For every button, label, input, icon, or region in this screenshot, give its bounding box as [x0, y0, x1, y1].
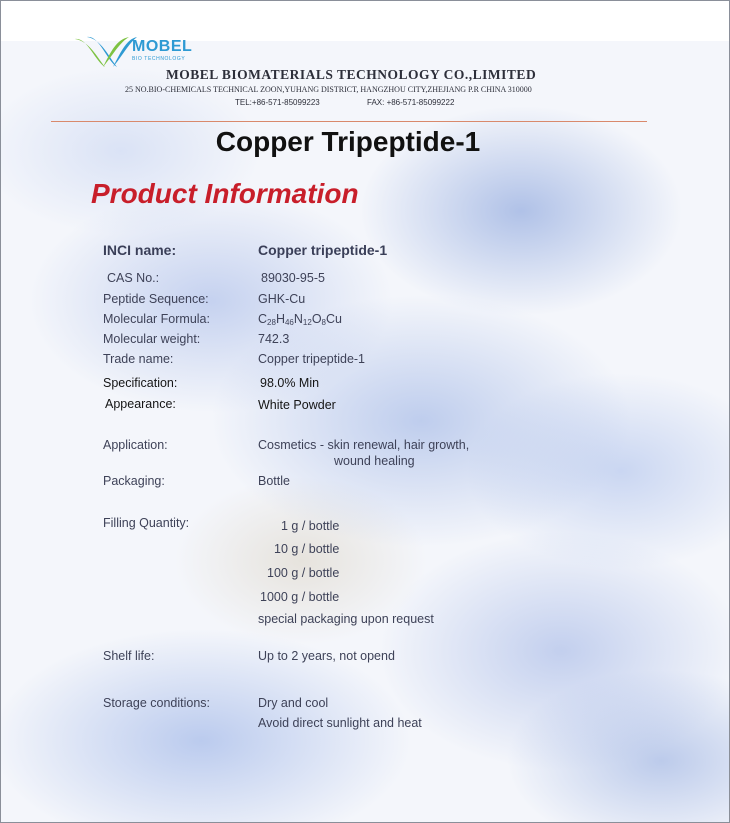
inci-label: INCI name:: [103, 242, 177, 258]
formula-h-count: 46: [284, 318, 294, 327]
formula-label: Molecular Formula:: [103, 312, 210, 326]
packaging-value: Bottle: [258, 474, 290, 488]
company-tel: TEL:+86-571-85099223: [235, 98, 320, 107]
document-title: Copper Tripeptide-1: [215, 126, 481, 157]
header-divider: [51, 121, 647, 122]
cas-label: CAS No.:: [107, 271, 160, 285]
weight-value: 742.3: [258, 332, 290, 346]
formula-c-count: 28: [267, 318, 276, 327]
application-label: Application:: [103, 438, 168, 452]
shelf-value: Up to 2 years, not opend: [258, 649, 395, 663]
appearance-label: Appearance:: [105, 397, 176, 411]
trade-label: Trade name:: [103, 352, 174, 366]
logo-swoosh-green: [75, 39, 105, 67]
company-address: 25 NO.BIO-CHEMICALS TECHNICAL ZOON,YUHANG DISTRICT, HANGZHOU CITY,ZHEJIANG P.R CHINA 310000: [125, 85, 532, 94]
company-fax: FAX: +86-571-85099222: [367, 98, 455, 107]
application-line2: wound healing: [334, 454, 415, 468]
logo-text: MOBEL: [132, 38, 193, 55]
packaging-label: Packaging:: [103, 474, 165, 488]
filling-option-1: 1 g / bottle: [281, 519, 340, 533]
formula-o-count: 8: [321, 318, 326, 327]
filling-note: special packaging upon request: [258, 612, 434, 626]
spec-label: Specification:: [103, 376, 178, 390]
logo-subtext: BIO TECHNOLOGY: [132, 56, 186, 62]
spec-value: 98.0% Min: [260, 376, 320, 390]
application-line1: Cosmetics - skin renewal, hair growth,: [258, 438, 470, 452]
formula-value: [258, 312, 342, 327]
formula-c: C: [258, 312, 268, 326]
formula-h: H: [275, 312, 285, 326]
sequence-value: GHK-Cu: [258, 292, 306, 306]
filling-option-4: 1000 g / bottle: [260, 590, 340, 604]
formula-n: N: [293, 312, 303, 326]
cas-value: 89030-95-5: [261, 271, 325, 285]
weight-label: Molecular weight:: [103, 332, 201, 346]
formula-o: O: [311, 312, 322, 326]
filling-option-2: 10 g / bottle: [274, 542, 340, 556]
inci-value: Copper tripeptide-1: [258, 242, 388, 258]
appearance-value: White Powder: [258, 398, 336, 412]
filling-label: Filling Quantity:: [103, 516, 190, 530]
storage-line1: Dry and cool: [258, 696, 329, 710]
storage-label: Storage conditions:: [103, 696, 211, 710]
storage-line2: Avoid direct sunlight and heat: [258, 716, 422, 730]
sequence-label: Peptide Sequence:: [103, 292, 209, 306]
section-title: Product Information: [91, 178, 359, 209]
formula-cu: Cu: [326, 312, 342, 326]
company-name: MOBEL BIOMATERIALS TECHNOLOGY CO.,LIMITED: [166, 67, 537, 82]
formula-n-count: 12: [302, 318, 312, 327]
filling-option-3: 100 g / bottle: [267, 566, 340, 580]
shelf-label: Shelf life:: [103, 649, 155, 663]
trade-value: Copper tripeptide-1: [258, 352, 366, 366]
